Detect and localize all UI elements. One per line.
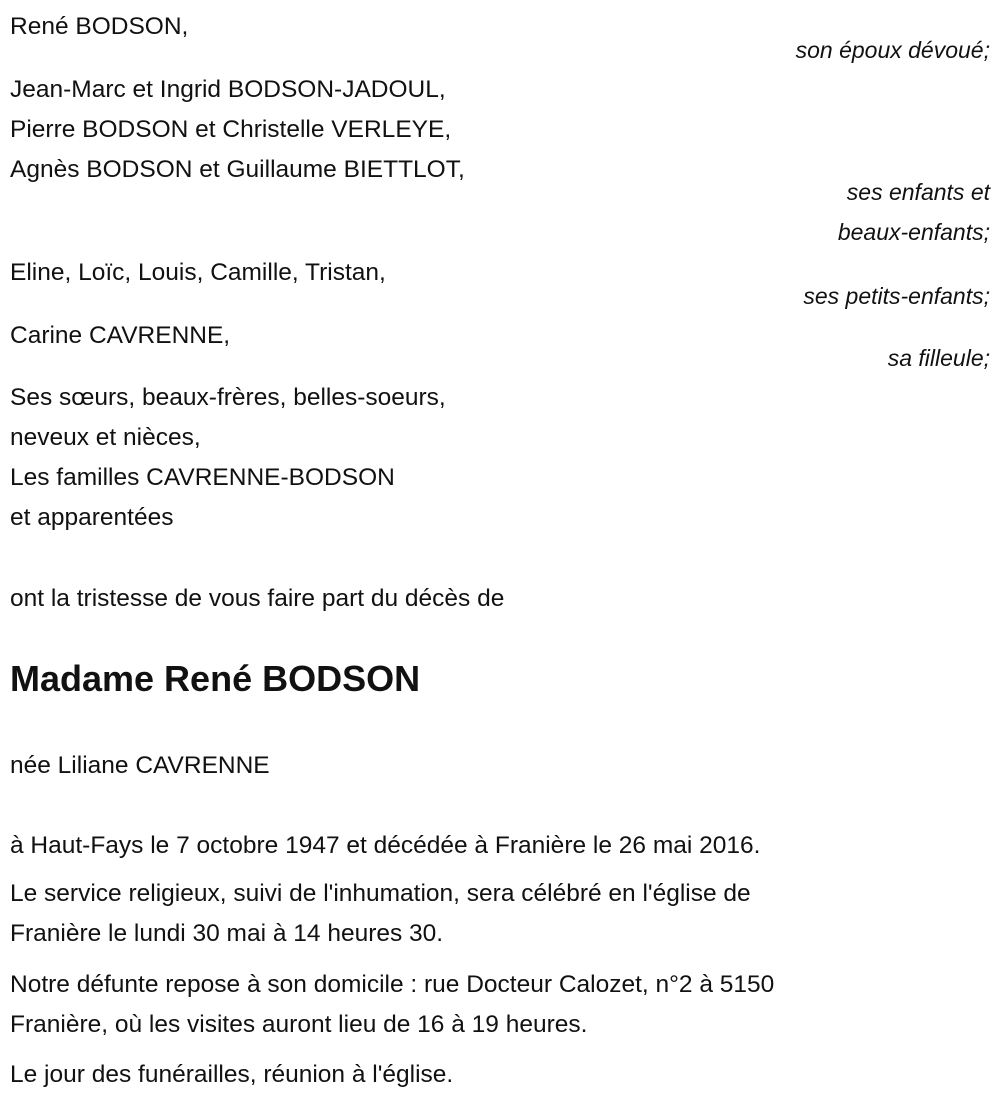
- family-name-line: neveux et nièces,: [10, 424, 201, 451]
- relation-label: sa filleule;: [887, 345, 990, 371]
- family-name-line: Jean-Marc et Ingrid BODSON-JADOUL,: [10, 76, 446, 103]
- visitation-text: Notre défunte repose à son domicile : rue Docteur Calozet, n°2 à 5150: [10, 971, 775, 998]
- relation-label: beaux-enfants;: [837, 219, 990, 245]
- family-name-line: Pierre BODSON et Christelle VERLEYE,: [10, 116, 452, 143]
- family-name-line: Agnès BODSON et Guillaume BIETTLOT,: [10, 156, 465, 183]
- birth-death-text: à Haut-Fays le 7 octobre 1947 et décédée à Franière le 26 mai 2016.: [10, 832, 761, 859]
- relation-label: son époux dévoué;: [795, 37, 990, 63]
- relation-label: ses enfants et: [846, 179, 990, 205]
- family-name-line: René BODSON,: [10, 13, 189, 40]
- family-name-line: et apparentées: [10, 504, 174, 531]
- service-text: Le service religieux, suivi de l'inhumation, sera célébré en l'église de: [10, 880, 751, 907]
- maiden-name: née Liliane CAVRENNE: [10, 752, 270, 779]
- deceased-name: Madame René BODSON: [10, 658, 421, 699]
- visitation-text: Franière, où les visites auront lieu de 16 à 19 heures.: [10, 1011, 588, 1038]
- announcement-text: ont la tristesse de vous faire part du décès de: [10, 585, 505, 612]
- family-name-line: Les familles CAVRENNE-BODSON: [10, 464, 395, 491]
- service-text: Franière le lundi 30 mai à 14 heures 30.: [10, 920, 444, 947]
- family-name-line: Eline, Loïc, Louis, Camille, Tristan,: [10, 259, 386, 286]
- funeral-meeting-text: Le jour des funérailles, réunion à l'église.: [10, 1061, 454, 1088]
- relation-label: ses petits-enfants;: [803, 283, 990, 309]
- family-name-line: Carine CAVRENNE,: [10, 322, 231, 349]
- family-name-line: Ses sœurs, beaux-frères, belles-soeurs,: [10, 384, 446, 411]
